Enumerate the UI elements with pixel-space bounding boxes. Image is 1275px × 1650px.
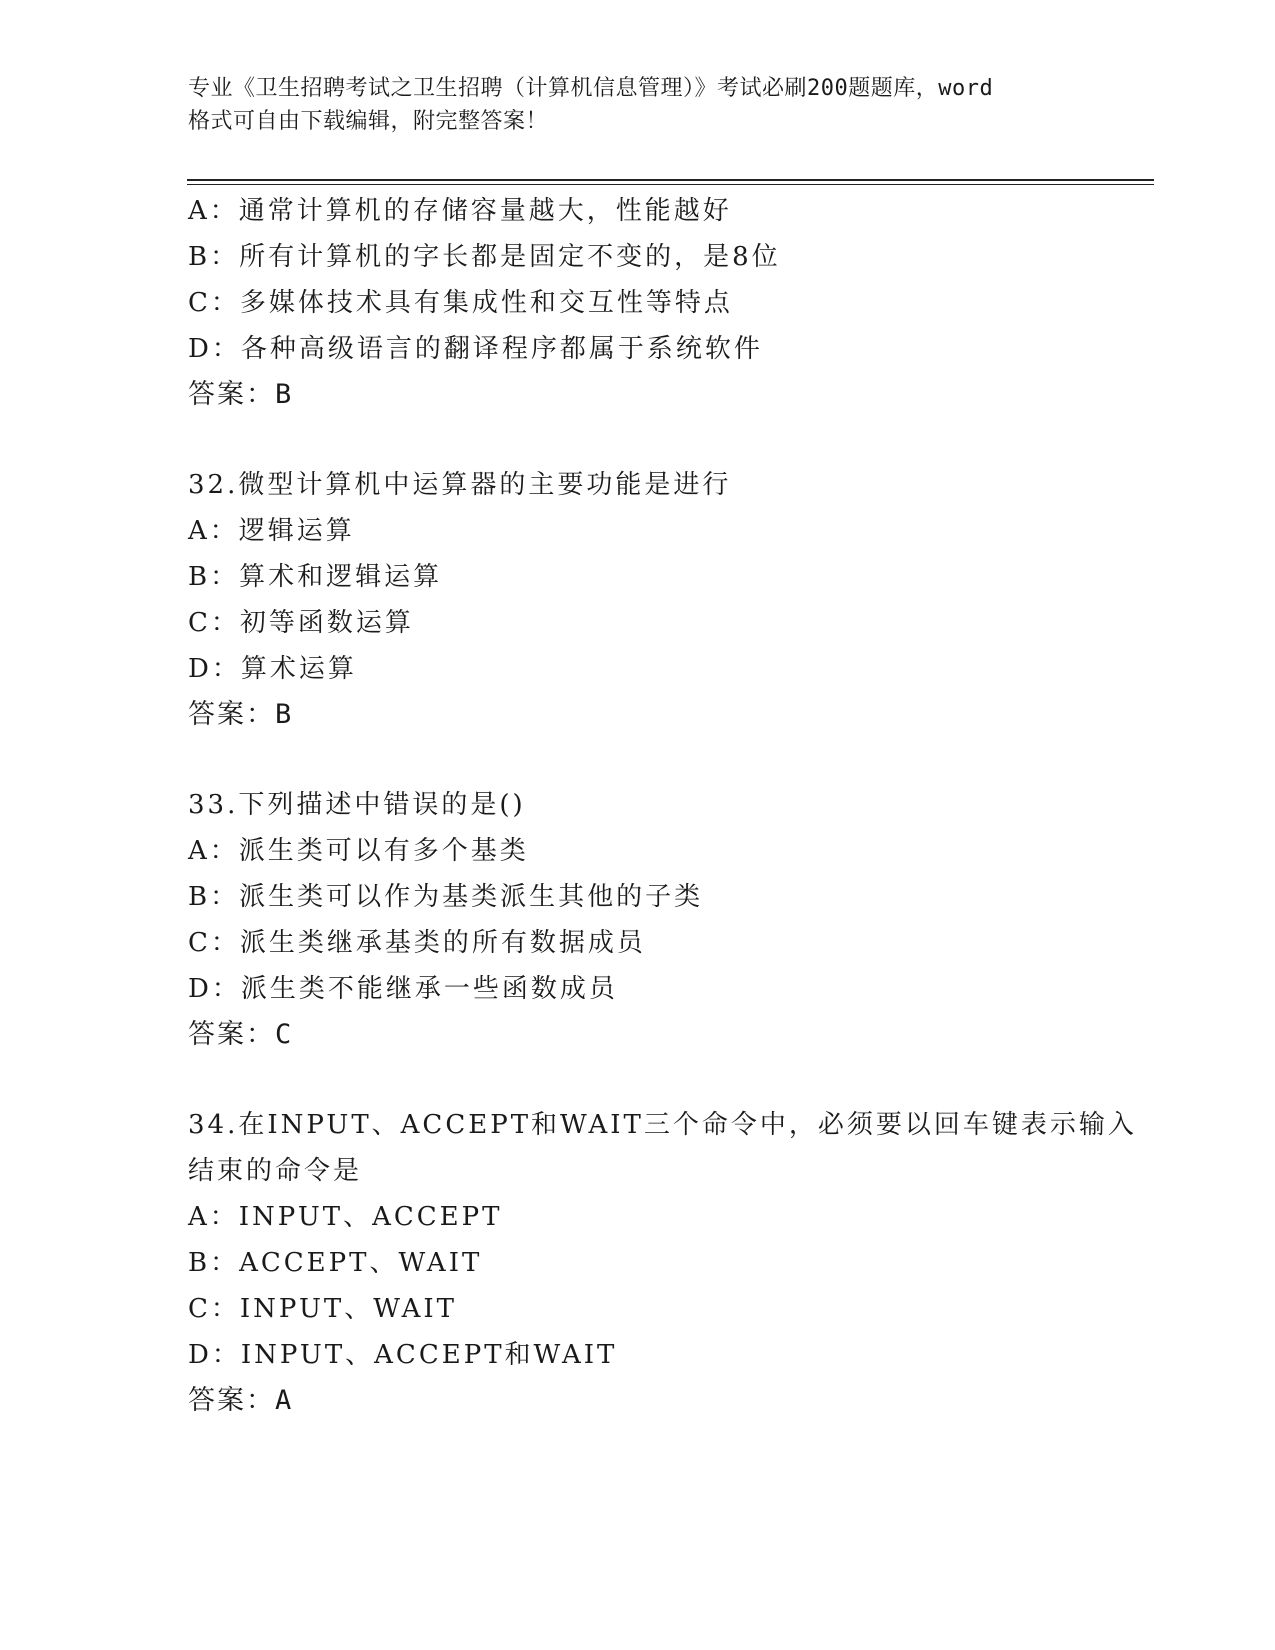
- answer: [188, 1012, 1148, 1058]
- question-text: 33.下列描述中错误的是(): [188, 790, 526, 820]
- answer-value: A: [275, 1385, 294, 1416]
- answer-value: C: [275, 1019, 294, 1050]
- header-title-line-2: 格式可自由下载编辑，附完整答案！: [188, 109, 549, 134]
- header-title-line-1: 专业《卫生招聘考试之卫生招聘（计算机信息管理）》考试必刷200题题库，word: [188, 76, 994, 101]
- option-b: B：所有计算机的字长都是固定不变的，是8位: [188, 242, 781, 272]
- question-list: [188, 188, 1148, 1424]
- option-c: C：初等函数运算: [188, 608, 414, 638]
- answer-label: 答案：: [188, 379, 275, 410]
- answer: [188, 372, 1148, 418]
- question-31: [188, 188, 1148, 418]
- question-text-line-2: 结束的命令是: [188, 1156, 363, 1186]
- question-text-line-1: 34.在INPUT、ACCEPT和WAIT三个命令中，必须要以回车键表示输入: [188, 1110, 1137, 1140]
- option-c: C：派生类继承基类的所有数据成员: [188, 928, 646, 958]
- option-b: B：ACCEPT、WAIT: [188, 1248, 483, 1278]
- question-33: [188, 782, 1148, 1058]
- answer-value: B: [275, 379, 294, 410]
- option-c: C：INPUT、WAIT: [188, 1294, 458, 1324]
- answer-label: 答案：: [188, 1385, 275, 1416]
- option-b: B：算术和逻辑运算: [188, 562, 443, 592]
- spacer: [188, 418, 1148, 462]
- spacer: [188, 738, 1148, 782]
- option-a: A：通常计算机的存储容量越大，性能越好: [188, 196, 732, 226]
- option-a: A：逻辑运算: [188, 516, 355, 546]
- option-a: A：派生类可以有多个基类: [188, 836, 529, 866]
- answer-label: 答案：: [188, 699, 275, 730]
- question-32: [188, 462, 1148, 738]
- answer-label: 答案：: [188, 1019, 275, 1050]
- option-c: C：多媒体技术具有集成性和交互性等特点: [188, 288, 733, 318]
- option-b: B：派生类可以作为基类派生其他的子类: [188, 882, 704, 912]
- document-header: [188, 72, 1088, 138]
- question-text: 32.微型计算机中运算器的主要功能是进行: [188, 470, 732, 500]
- option-d: D：算术运算: [188, 654, 357, 684]
- option-a: A：INPUT、ACCEPT: [188, 1202, 503, 1232]
- option-d: D：INPUT、ACCEPT和WAIT: [188, 1340, 618, 1370]
- header-divider: [187, 179, 1154, 185]
- answer-value: B: [275, 699, 294, 730]
- option-d: D：派生类不能继承一些函数成员: [188, 974, 618, 1004]
- spacer: [188, 1058, 1148, 1102]
- question-34: [188, 1102, 1148, 1424]
- answer: [188, 692, 1148, 738]
- answer: [188, 1378, 1148, 1424]
- option-d: D：各种高级语言的翻译程序都属于系统软件: [188, 334, 763, 364]
